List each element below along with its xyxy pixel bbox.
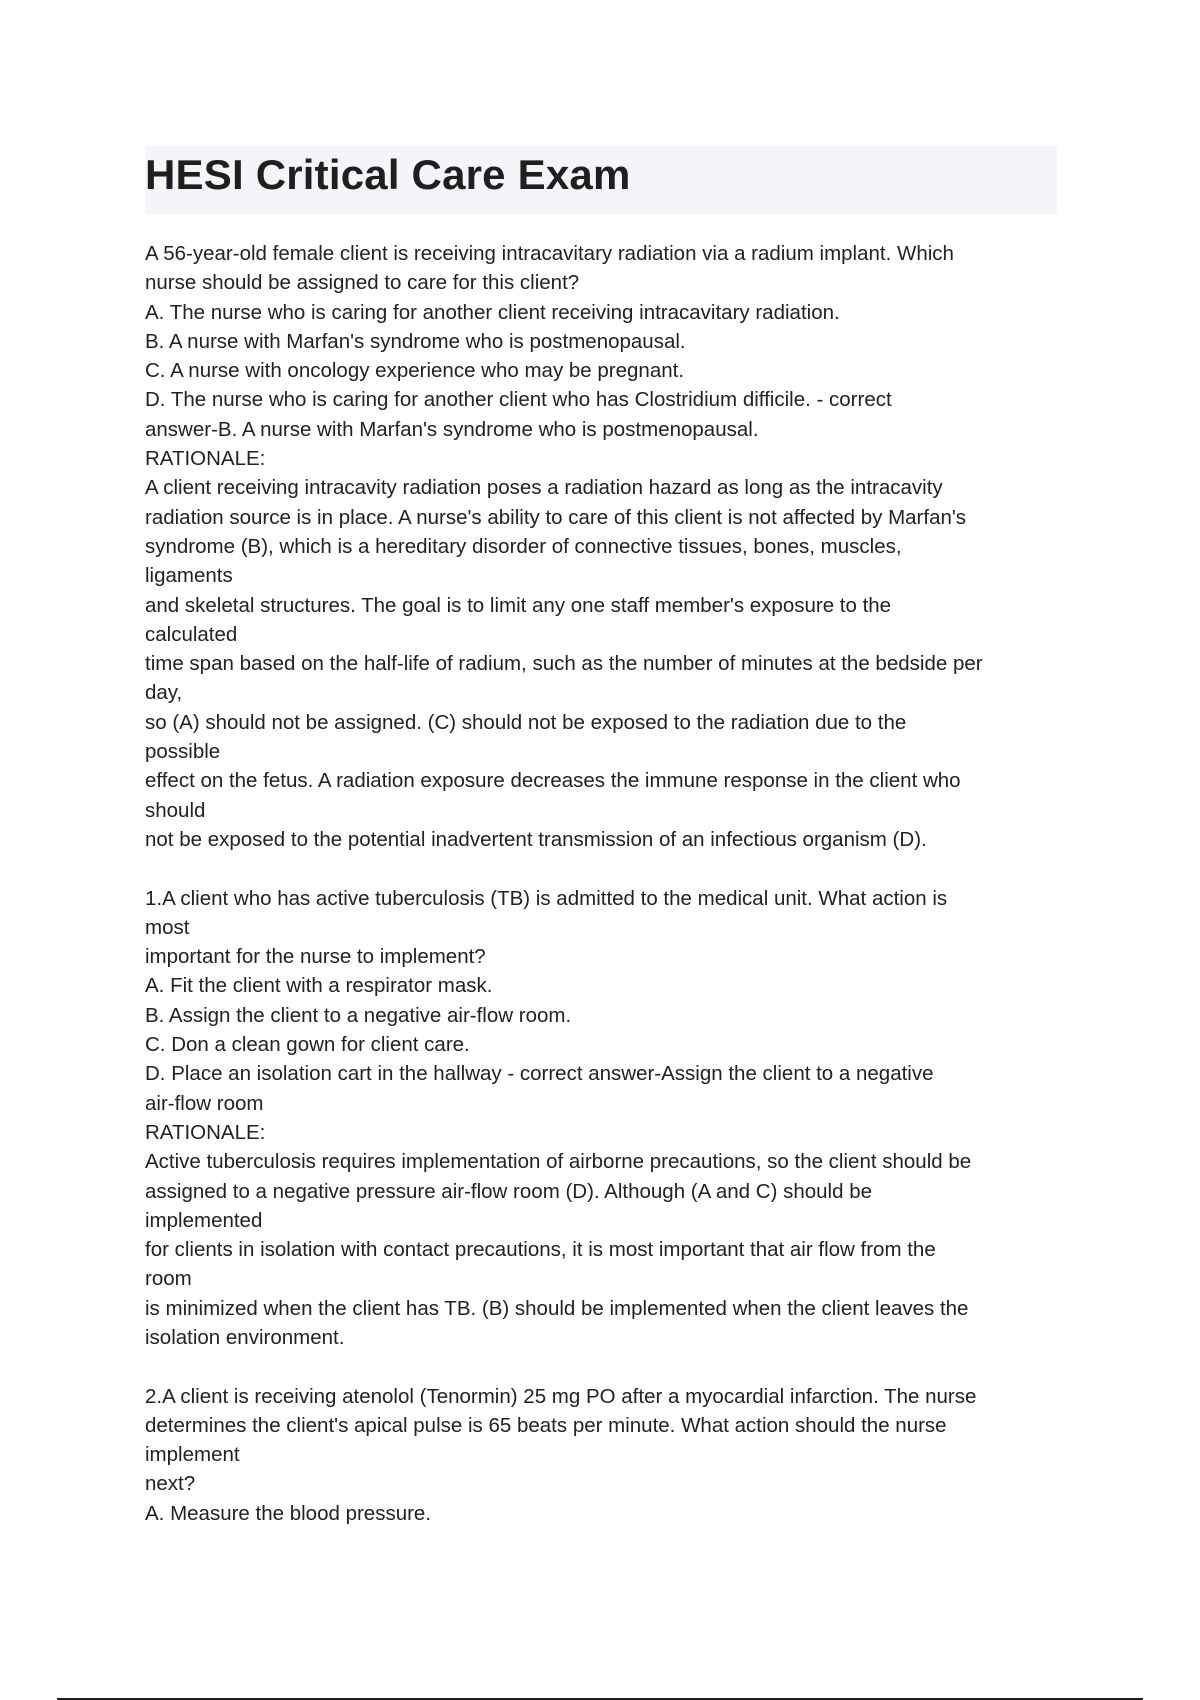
text-line: calculated bbox=[145, 622, 238, 646]
title-banner bbox=[145, 146, 1057, 214]
question-block bbox=[145, 884, 1063, 1353]
text-line: important for the nurse to implement? bbox=[145, 945, 486, 969]
text-line: ligaments bbox=[145, 564, 233, 588]
text-line: D. The nurse who is caring for another client who has Clostridium difficile. - correct bbox=[145, 388, 892, 412]
text-line: D. Place an isolation cart in the hallway - correct answer-Assign the client to a negative bbox=[145, 1062, 934, 1086]
text-line: implemented bbox=[145, 1208, 263, 1232]
text-line: A. Fit the client with a respirator mask. bbox=[145, 974, 493, 998]
text-line: answer-B. A nurse with Marfan's syndrome who is postmenopausal. bbox=[145, 417, 759, 441]
text-line: day, bbox=[145, 681, 183, 705]
text-line: not be exposed to the potential inadvertent transmission of an infectious organism (D). bbox=[145, 827, 927, 851]
text-line: room bbox=[145, 1267, 192, 1291]
text-line: B. A nurse with Marfan's syndrome who is postmenopausal. bbox=[145, 329, 686, 353]
text-line: A. The nurse who is caring for another client receiving intracavitary radiation. bbox=[145, 300, 840, 324]
text-line: C. Don a clean gown for client care. bbox=[145, 1033, 470, 1057]
text-line: 1.A client who has active tuberculosis (TB) is admitted to the medical unit. What action is bbox=[145, 886, 948, 910]
text-line: is minimized when the client has TB. (B) should be implemented when the client leaves the bbox=[145, 1296, 969, 1320]
text-line: C. A nurse with oncology experience who may be pregnant. bbox=[145, 359, 685, 383]
text-line: and skeletal structures. The goal is to limit any one staff member's exposure to the bbox=[145, 593, 892, 617]
text-line: radiation source is in place. A nurse's ability to care of this client is not affected by Marfan's bbox=[145, 505, 967, 529]
text-line: RATIONALE: bbox=[145, 1120, 266, 1144]
text-line: isolation environment. bbox=[145, 1325, 345, 1349]
text-line: possible bbox=[145, 740, 221, 764]
text-line: assigned to a negative pressure air-flow room (D). Although (A and C) should be bbox=[145, 1179, 872, 1203]
text-line: 2.A client is receiving atenolol (Tenormin) 25 mg PO after a myocardial infarction. The nurse bbox=[145, 1384, 977, 1408]
text-line: syndrome (B), which is a hereditary disorder of connective tissues, bones, muscles, bbox=[145, 534, 902, 558]
text-line: effect on the fetus. A radiation exposure decreases the immune response in the client who bbox=[145, 769, 961, 793]
section-spacer bbox=[145, 854, 1063, 883]
question-block bbox=[145, 1382, 1063, 1528]
text-line: Active tuberculosis requires implementation of airborne precautions, so the client should be bbox=[145, 1150, 972, 1174]
text-line: B. Assign the client to a negative air-flow room. bbox=[145, 1003, 572, 1027]
text-line: most bbox=[145, 915, 190, 939]
text-line: A client receiving intracavity radiation poses a radiation hazard as long as the intracavity bbox=[145, 476, 943, 500]
document-body bbox=[145, 239, 1063, 1528]
text-line: air-flow room bbox=[145, 1091, 264, 1115]
text-line: nurse should be assigned to care for this client? bbox=[145, 271, 580, 295]
text-line: determines the client's apical pulse is 65 beats per minute. What action should the nurse bbox=[145, 1413, 947, 1437]
text-line: time span based on the half-life of radium, such as the number of minutes at the bedside per bbox=[145, 652, 983, 676]
text-line: RATIONALE: bbox=[145, 447, 266, 471]
text-line: A. Measure the blood pressure. bbox=[145, 1501, 432, 1525]
text-line: for clients in isolation with contact precautions, it is most important that air flow from the bbox=[145, 1238, 936, 1262]
text-line: A 56-year-old female client is receiving intracavitary radiation via a radium implant. Which bbox=[145, 242, 954, 265]
text-line: should bbox=[145, 798, 206, 822]
page-title: HESI Critical Care Exam bbox=[145, 151, 631, 198]
text-line: implement bbox=[145, 1443, 240, 1467]
question-block bbox=[145, 239, 1063, 854]
text-line: next? bbox=[145, 1472, 196, 1496]
text-line: so (A) should not be assigned. (C) should not be exposed to the radiation due to the bbox=[145, 710, 907, 734]
section-spacer bbox=[145, 1352, 1063, 1381]
